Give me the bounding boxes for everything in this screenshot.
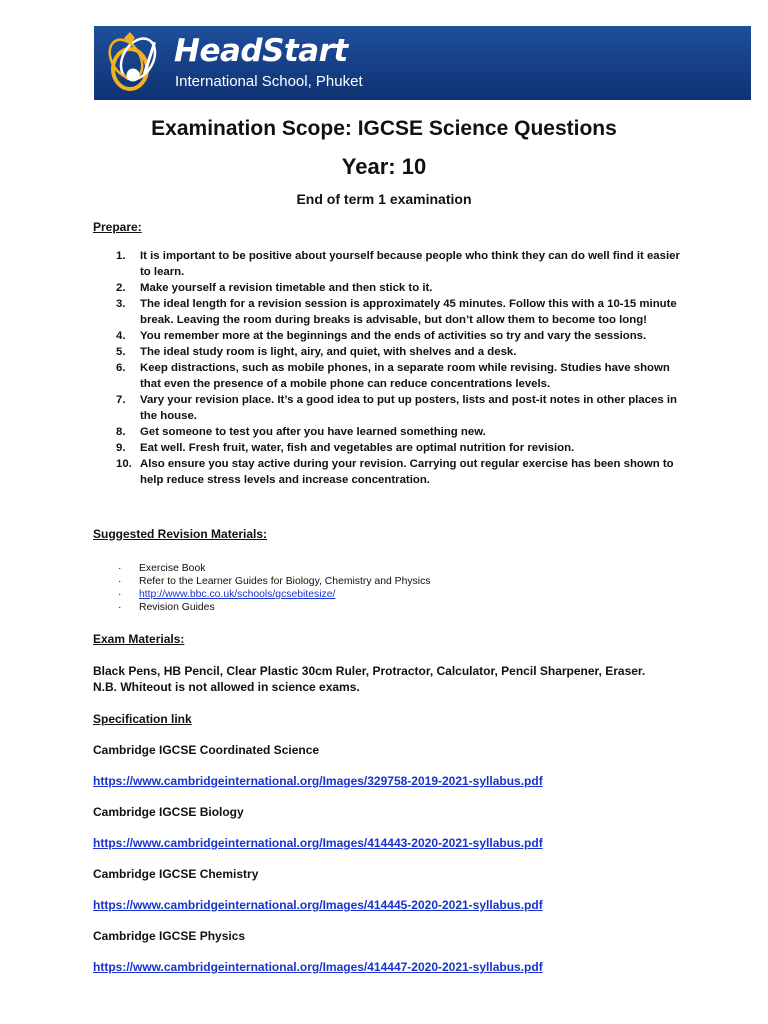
list-item-text: Vary your revision place. It’s a good idea to put up posters, lists and post-it notes in other places in the house.	[140, 394, 677, 422]
year-heading: Year: 10	[341, 154, 427, 179]
list-item	[118, 575, 430, 588]
page-title: Examination Scope: IGCSE Science Questions	[151, 117, 617, 140]
list-item-text: The ideal length for a revision session is approximately 45 minutes. Follow this with a 10-15 minute break. Leaving the room during breaks is advisable, but don’t allow them to become too long!	[140, 298, 677, 326]
spec-label-physics: Cambridge IGCSE Physics	[93, 929, 246, 943]
spec-label-chemistry: Cambridge IGCSE Chemistry	[93, 867, 259, 881]
list-number: 3.	[116, 298, 126, 310]
list-number: 5.	[116, 346, 126, 358]
exam-materials-heading: Exam Materials:	[93, 632, 185, 646]
spec-link-biology[interactable]: https://www.cambridgeinternational.org/Images/414443-2020-2021-syllabus.pdf	[93, 836, 543, 850]
list-item	[93, 424, 683, 440]
list-item-text: Exercise Book	[139, 563, 206, 574]
list-number: 6.	[116, 362, 126, 374]
list-item-text: Also ensure you stay active during your revision. Carrying out regular exercise has been shown to help reduce stress levels and increase concentration.	[140, 458, 674, 486]
list-item	[93, 328, 683, 344]
exam-materials-text	[93, 663, 713, 695]
list-number: 2.	[116, 282, 126, 294]
exam-materials-line: Black Pens, HB Pencil, Clear Plastic 30cm Ruler, Protractor, Calculator, Pencil Sharpener, Eraser.	[93, 664, 646, 678]
list-item-text: You remember more at the beginnings and the ends of activities so try and vary the sessions.	[140, 330, 647, 342]
list-number: 10.	[116, 458, 132, 470]
list-item-text: Keep distractions, such as mobile phones, in a separate room while revising. Studies have shown that even the presence of a mobile phone can reduce concentrations levels.	[140, 362, 670, 390]
specification-heading: Specification link	[93, 712, 192, 726]
bullet: ·	[118, 589, 122, 600]
bullet: ·	[118, 563, 122, 574]
exam-note-line: N.B. Whiteout is not allowed in science exams.	[93, 680, 360, 694]
spec-label-biology: Cambridge IGCSE Biology	[93, 805, 244, 819]
list-item-text: Get someone to test you after you have learned something new.	[140, 426, 486, 438]
list-number: 1.	[116, 250, 126, 262]
list-number: 7.	[116, 394, 126, 406]
list-item	[93, 248, 683, 280]
list-item-text: Revision Guides	[139, 602, 215, 613]
list-item	[93, 344, 683, 360]
list-item	[93, 280, 683, 296]
list-item	[93, 392, 683, 424]
prepare-list	[93, 248, 683, 488]
list-item	[93, 440, 683, 456]
list-item-text: Refer to the Learner Guides for Biology, Chemistry and Physics	[139, 576, 431, 587]
brand-subtitle: International School, Phuket	[175, 73, 363, 90]
list-item-text: Make yourself a revision timetable and then stick to it.	[140, 282, 433, 294]
exam-subtitle: End of term 1 examination	[296, 191, 472, 207]
bbc-bitesize-link[interactable]: http://www.bbc.co.uk/schools/gcsebitesize/	[139, 589, 336, 600]
list-item	[93, 360, 683, 392]
school-logo-icon	[104, 29, 162, 95]
list-item-text: The ideal study room is light, airy, and quiet, with shelves and a desk.	[140, 346, 517, 358]
brand-name: HeadStart	[174, 33, 348, 69]
materials-list	[118, 562, 430, 614]
bullet: ·	[118, 576, 122, 587]
school-header-banner	[94, 26, 751, 100]
list-item	[118, 562, 430, 575]
list-item	[93, 456, 683, 488]
list-item	[93, 296, 683, 328]
spec-link-coordinated-science[interactable]: https://www.cambridgeinternational.org/Images/329758-2019-2021-syllabus.pdf	[93, 774, 543, 788]
list-number: 8.	[116, 426, 126, 438]
prepare-heading: Prepare:	[93, 220, 142, 234]
list-item	[118, 588, 430, 601]
spec-label-coordinated-science: Cambridge IGCSE Coordinated Science	[93, 743, 320, 757]
list-item-text: It is important to be positive about yourself because people who think they can do well find it easier to learn.	[140, 250, 680, 278]
spec-link-chemistry[interactable]: https://www.cambridgeinternational.org/Images/414445-2020-2021-syllabus.pdf	[93, 898, 543, 912]
list-item-text: Eat well. Fresh fruit, water, fish and vegetables are optimal nutrition for revision.	[140, 442, 575, 454]
bullet: ·	[118, 602, 122, 613]
spec-link-physics[interactable]: https://www.cambridgeinternational.org/Images/414447-2020-2021-syllabus.pdf	[93, 960, 543, 974]
materials-heading: Suggested Revision Materials:	[93, 527, 268, 541]
list-number: 9.	[116, 442, 126, 454]
list-item	[118, 601, 430, 614]
list-number: 4.	[116, 330, 126, 342]
